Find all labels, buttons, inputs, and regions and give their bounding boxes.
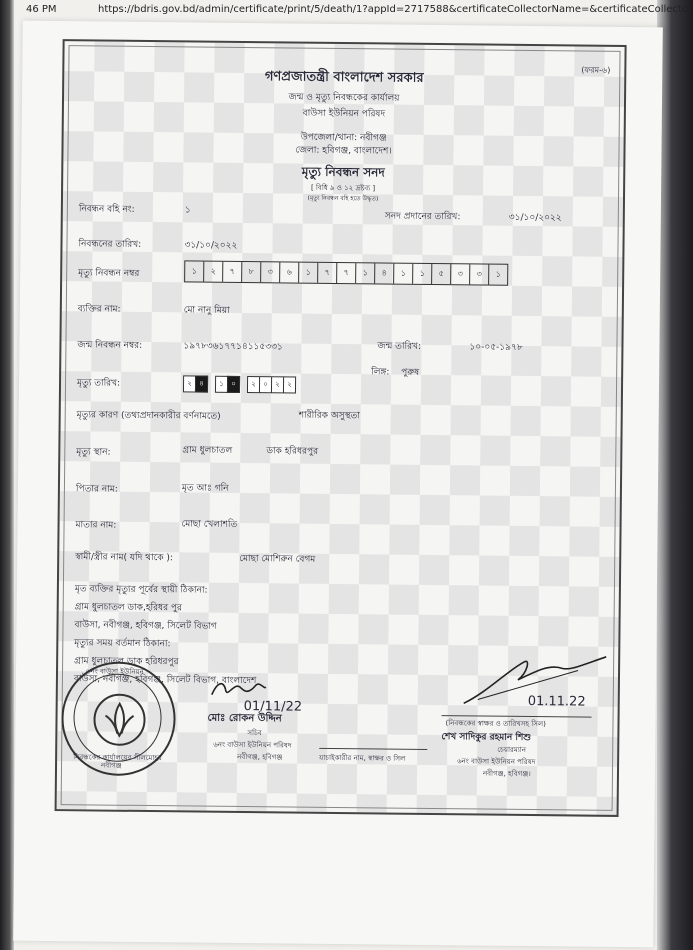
cause-value: শারীরিক অসুস্থতা	[298, 410, 360, 422]
date-digit-cell: ১	[215, 376, 228, 393]
book-no-label: নিবন্ধন বহি নং:	[78, 204, 135, 215]
name-value: মো নানু মিয়া	[183, 305, 230, 316]
mother-value: মোছা খেলাশতি	[181, 519, 238, 530]
perm-address-line2: বাউসা, নবীগঞ্জ, হবিগঞ্জ, সিলেট বিভাগ	[74, 620, 217, 632]
seal-top-text: ৬নং বাউসা ইউনিয়ন	[85, 667, 144, 676]
birth-reg-value: ১৯৭৮৩৬১৭৭১৪১১৫৩৩১	[183, 341, 283, 353]
digit-cell: ১	[394, 264, 413, 284]
office-name: জন্ম ও মৃত্যু নিবন্ধকের কার্যালয়	[288, 92, 400, 104]
certificate-title: মৃত্যু নিবন্ধন সনদ	[301, 164, 385, 180]
place-label: মৃত্যু স্থান:	[76, 447, 111, 458]
sex-label: লিঙ্গ:	[371, 367, 390, 378]
dob-value: ১০-০৫-১৯৭৮	[469, 342, 523, 353]
spouse-label: স্বামী/স্ত্রীর নাম( যদি থাকে ):	[75, 552, 173, 564]
left-signature-date: 01/11/22	[243, 699, 303, 715]
right-signature-caption: (নিবন্ধকের স্বাক্ষর ও তারিখসহ সিল)	[445, 719, 546, 729]
book-no-value: ১	[184, 205, 191, 216]
father-value: মৃত আঃ গনি	[181, 483, 229, 494]
govt-title: গণপ্রজাতন্ত্রী বাংলাদেশ সরকার	[264, 69, 424, 86]
issue-date-label: সনদ প্রদানের তারিখ:	[384, 211, 461, 223]
office-seal-label: নিবন্ধকের কার্যালয়ের সীলমোহর	[73, 753, 162, 763]
father-label: পিতার নাম:	[75, 484, 118, 495]
digit-cell: ২	[204, 262, 223, 282]
left-signatory-union: ৬নং বাউসা ইউনিয়ন পরিষদ	[213, 740, 292, 750]
rule-text: [ বিধি ৯ ও ১২ দ্রষ্টব্য ]	[310, 183, 376, 193]
background-edge-left	[0, 0, 14, 950]
digit-cell: ৭	[337, 263, 356, 283]
right-signature-date: 01.11.22	[527, 693, 586, 710]
death-reg-no-grid	[184, 260, 508, 285]
seal-emblem-icon	[93, 693, 146, 746]
url-text[interactable]: https://bdris.gov.bd/admin/certificate/print/5/death/1?appId=2717588&certificateCollectorName=&certificateCollector	[98, 4, 693, 15]
date-digit-cell: ০	[227, 376, 240, 393]
certificate-frame	[55, 39, 627, 817]
date-digit-cell: ২	[247, 376, 260, 393]
digit-cell: ১	[185, 261, 204, 281]
death-date-label: মৃত্যু তারিখ:	[76, 378, 121, 389]
cause-label: মৃত্যুর কারণ (তথ্যপ্রদানকারীর বর্ণনামতে)	[76, 410, 221, 422]
perm-address-title: মৃত ব্যক্তির মৃত্যুর পূর্বের স্থায়ী ঠিকানা:	[74, 584, 208, 596]
digit-cell: ১	[495, 269, 501, 279]
right-signatory-role: চেয়ারম্যান	[497, 745, 527, 754]
place-post-value: ডাক হরিধরপুর	[266, 446, 319, 457]
digit-cell: ৩	[470, 264, 489, 284]
left-signatory-area: নবীগঞ্জ, হবিগঞ্জ	[237, 752, 283, 762]
left-signatory-role: সচিব	[247, 729, 262, 738]
issue-date-value: ৩১/১০/২০২২	[508, 212, 562, 224]
digit-cell: ১	[299, 263, 318, 283]
death-date-grid	[183, 375, 295, 393]
seal-bottom-text: নবীগঞ্জ	[100, 761, 122, 770]
browser-header	[0, 0, 693, 20]
digit-cell: ৩	[261, 262, 280, 282]
verifier-label: যাচাইকারীর নাম, স্বাক্ষর ও সিল	[319, 753, 406, 763]
left-signature-icon	[208, 677, 268, 702]
digit-cell: ৭	[318, 263, 337, 283]
right-signatory-union: ৬নং বাউসা ইউনিয়ন পরিষদ	[457, 757, 536, 767]
digit-cell: ৭	[223, 262, 242, 282]
right-signatory-area: নবীগঞ্জ, হবিগঞ্জ।	[482, 769, 531, 779]
death-reg-no-label: মৃত্যু নিবন্ধন নম্বর	[78, 268, 140, 279]
place-value: গ্রাম ধুলচাতল	[182, 445, 233, 456]
spouse-value: মোছা মোশিরুন বেগম	[239, 553, 316, 565]
mother-label: মাতার নাম:	[75, 520, 117, 531]
name-label: ব্যক্তির নাম:	[77, 304, 121, 315]
curr-address-line1: গ্রাম ধুলচাতল ডাক হরিধরপুর	[74, 656, 179, 668]
union-name: বাউসা ইউনিয়ন পরিষদ	[302, 108, 386, 120]
dob-label: জন্ম তারিখ:	[377, 341, 422, 352]
digit-cell: ৪	[375, 263, 394, 283]
digit-cell: ৫	[432, 264, 451, 284]
date-digit-cell: ৪	[195, 375, 208, 392]
reg-date-label: নিবন্ধনের তারিখ:	[78, 239, 142, 250]
curr-address-line2: বাউসা, নবীগঞ্জ, হবিগঞ্জ, সিলেট বিভাগ, বাংলাদেশ	[73, 674, 257, 687]
sex-value: পুরুষ	[401, 367, 420, 378]
digit-cell: ১	[413, 264, 432, 284]
district-text: জেলা: হবিগঞ্জ, বাংলাদেশ।	[295, 145, 392, 157]
digit-cell: ৬	[280, 262, 299, 282]
curr-address-title: মৃত্যুর সময় বর্তমান ঠিকানা:	[74, 638, 171, 650]
clock-text: 46 PM	[26, 4, 57, 15]
digit-cell: ৩	[451, 264, 470, 284]
date-digit-cell: ২	[271, 376, 284, 393]
reg-date-value: ৩১/১০/২০২২	[184, 240, 238, 251]
date-digit-cell: ২	[183, 375, 196, 392]
digit-cell: ৮	[242, 262, 261, 282]
date-digit-cell: ০	[259, 376, 272, 393]
birth-reg-label: জন্ম নিবন্ধন নম্বর:	[77, 340, 143, 351]
right-signatory-name: শেখ সাদিকুর রহমান শিশু	[441, 732, 532, 744]
upazila-text: উপজেলা/থানা: নবীগঞ্জ	[300, 132, 387, 144]
date-digit-cell: ২	[283, 376, 296, 393]
digit-cell: ১	[356, 263, 375, 283]
perm-address-line1: গ্রাম ধুলচাতল ডাক,হরিধর পুর	[74, 602, 183, 614]
note-text: (মৃত্যু নিবন্ধন বহি হতে উদ্ধৃত)	[307, 194, 379, 203]
background-edge-right	[657, 0, 693, 950]
left-signatory-name: মোঃ রোকন উদ্দিন	[207, 712, 282, 725]
form-number: (ফরম-৬)	[581, 65, 611, 75]
paper-sheet	[13, 21, 663, 948]
